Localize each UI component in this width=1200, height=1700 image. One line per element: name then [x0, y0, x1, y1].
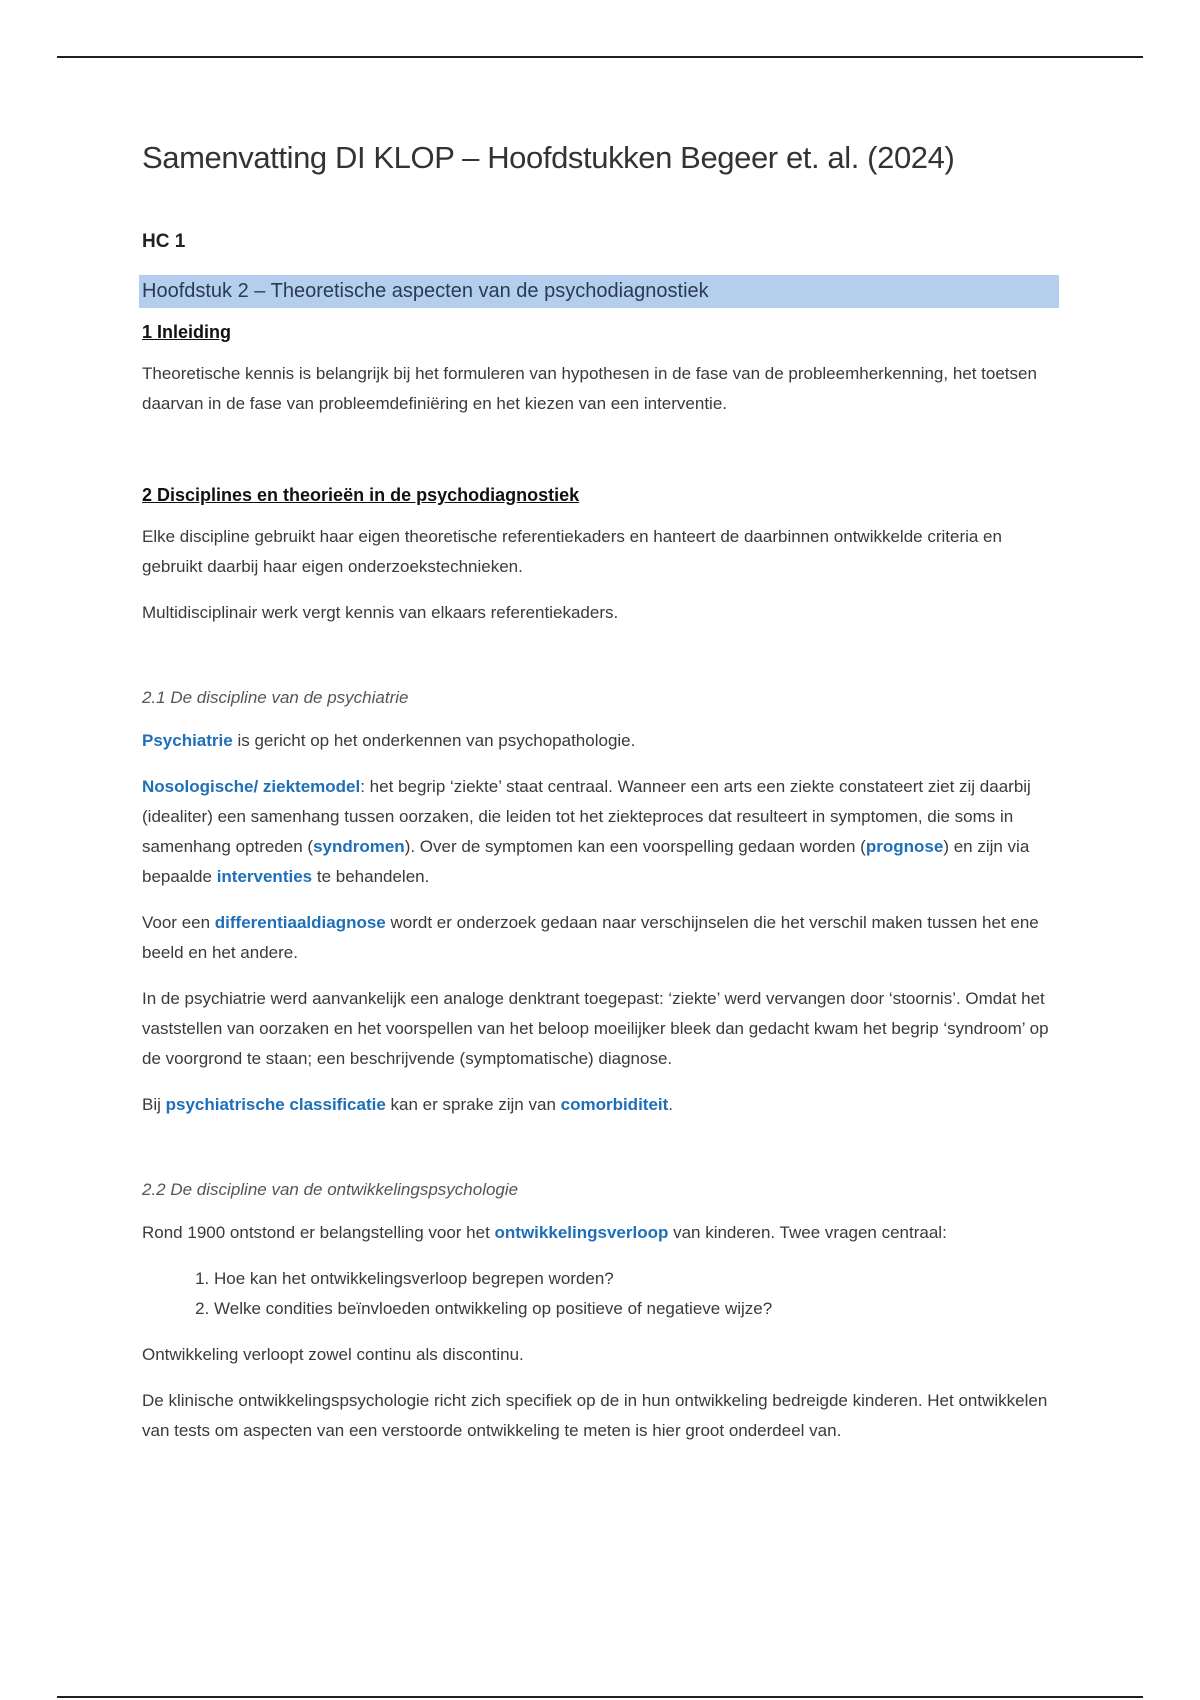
- paragraph: De klinische ontwikkelingspsychologie richt zich specifiek op de in hun ontwikkeling bedreigde kinderen. Het ontwikkelen van tests om aspecten van een verstoorde ontwikkeling te meten is hier groot onderdeel van.: [142, 1391, 1048, 1440]
- document-page: [142, 140, 1062, 1462]
- subsection-heading-psychiatrie: 2.1 De discipline van de psychiatrie: [142, 688, 409, 707]
- keyword: prognose: [865, 837, 944, 856]
- paragraph: Voor een differentiaaldiagnose wordt er onderzoek gedaan naar verschijnselen die het verschil maken tussen het ene beeld en het andere.: [142, 913, 1039, 962]
- keyword: syndromen: [313, 837, 405, 856]
- keyword: differentiaaldiagnose: [214, 913, 386, 932]
- paragraph: Bij psychiatrische classificatie kan er sprake zijn van comorbiditeit.: [142, 1095, 674, 1114]
- keyword: Psychiatrie: [142, 731, 233, 750]
- page-top-rule: [57, 56, 1143, 58]
- paragraph: Elke discipline gebruikt haar eigen theoretische referentiekaders en hanteert de daarbinnen ontwikkelde criteria en gebruikt daarbij haar eigen onderzoekstechnieken.: [142, 527, 1002, 576]
- paragraph: Multidisciplinair werk vergt kennis van elkaars referentiekaders.: [142, 603, 619, 622]
- chapter-heading: Hoofdstuk 2 – Theoretische aspecten van de psychodiagnostiek: [139, 275, 1059, 308]
- section-heading-disciplines: 2 Disciplines en theorieën in de psychodiagnostiek: [142, 485, 580, 505]
- subsection-heading-ontwikkelingspsychologie: 2.2 De discipline van de ontwikkelingspsychologie: [142, 1180, 519, 1199]
- paragraph: Theoretische kennis is belangrijk bij het formuleren van hypothesen in de fase van de probleemherkenning, het toetsen daarvan in de fase van probleemdefiniëring en het kiezen van een interventie.: [142, 364, 1037, 413]
- section-heading-inleiding: 1 Inleiding: [142, 322, 232, 342]
- keyword: interventies: [216, 867, 313, 886]
- page-bottom-rule: [57, 1696, 1143, 1698]
- paragraph: Rond 1900 ontstond er belangstelling voor het ontwikkelingsverloop van kinderen. Twee vragen centraal:: [142, 1223, 947, 1242]
- document-title: Samenvatting DI KLOP – Hoofdstukken Begeer et. al. (2024): [142, 140, 955, 175]
- paragraph: In de psychiatrie werd aanvankelijk een analoge denktrant toegepast: ‘ziekte’ werd vervangen door ‘stoornis’. Omdat het vaststellen van oorzaken en het voorspellen van het beloop moeilijker bleek dan gedacht kwam het begrip ‘syndroom’ op de voorgrond te staan; een beschrijvende (symptomatische) diagnose.: [142, 989, 1049, 1068]
- list-item: 1. Hoe kan het ontwikkelingsverloop begrepen worden?: [214, 1264, 1062, 1294]
- list-item: 2. Welke condities beïnvloeden ontwikkeling op positieve of negatieve wijze?: [214, 1294, 1062, 1324]
- keyword: psychiatrische classificatie: [165, 1095, 386, 1114]
- paragraph: Psychiatrie is gericht op het onderkennen van psychopathologie.: [142, 731, 636, 750]
- lecture-label: HC 1: [142, 231, 186, 252]
- keyword: comorbiditeit: [560, 1095, 669, 1114]
- keyword: Nosologische/ ziektemodel: [142, 777, 361, 796]
- paragraph: Ontwikkeling verloopt zowel continu als discontinu.: [142, 1345, 524, 1364]
- paragraph: Nosologische/ ziektemodel: het begrip ‘ziekte’ staat centraal. Wanneer een arts een ziekte constateert ziet zij daarbij (idealiter) een samenhang tussen oorzaken, die leiden tot het ziekteproces dat resulteert in symptomen, die soms in samenhang optreden (syndromen). Over de symptomen kan een voorspelling gedaan worden (prognose) en zijn via bepaalde interventies te behandelen.: [142, 777, 1031, 886]
- numbered-list: [142, 1264, 1062, 1324]
- keyword: ontwikkelingsverloop: [494, 1223, 669, 1242]
